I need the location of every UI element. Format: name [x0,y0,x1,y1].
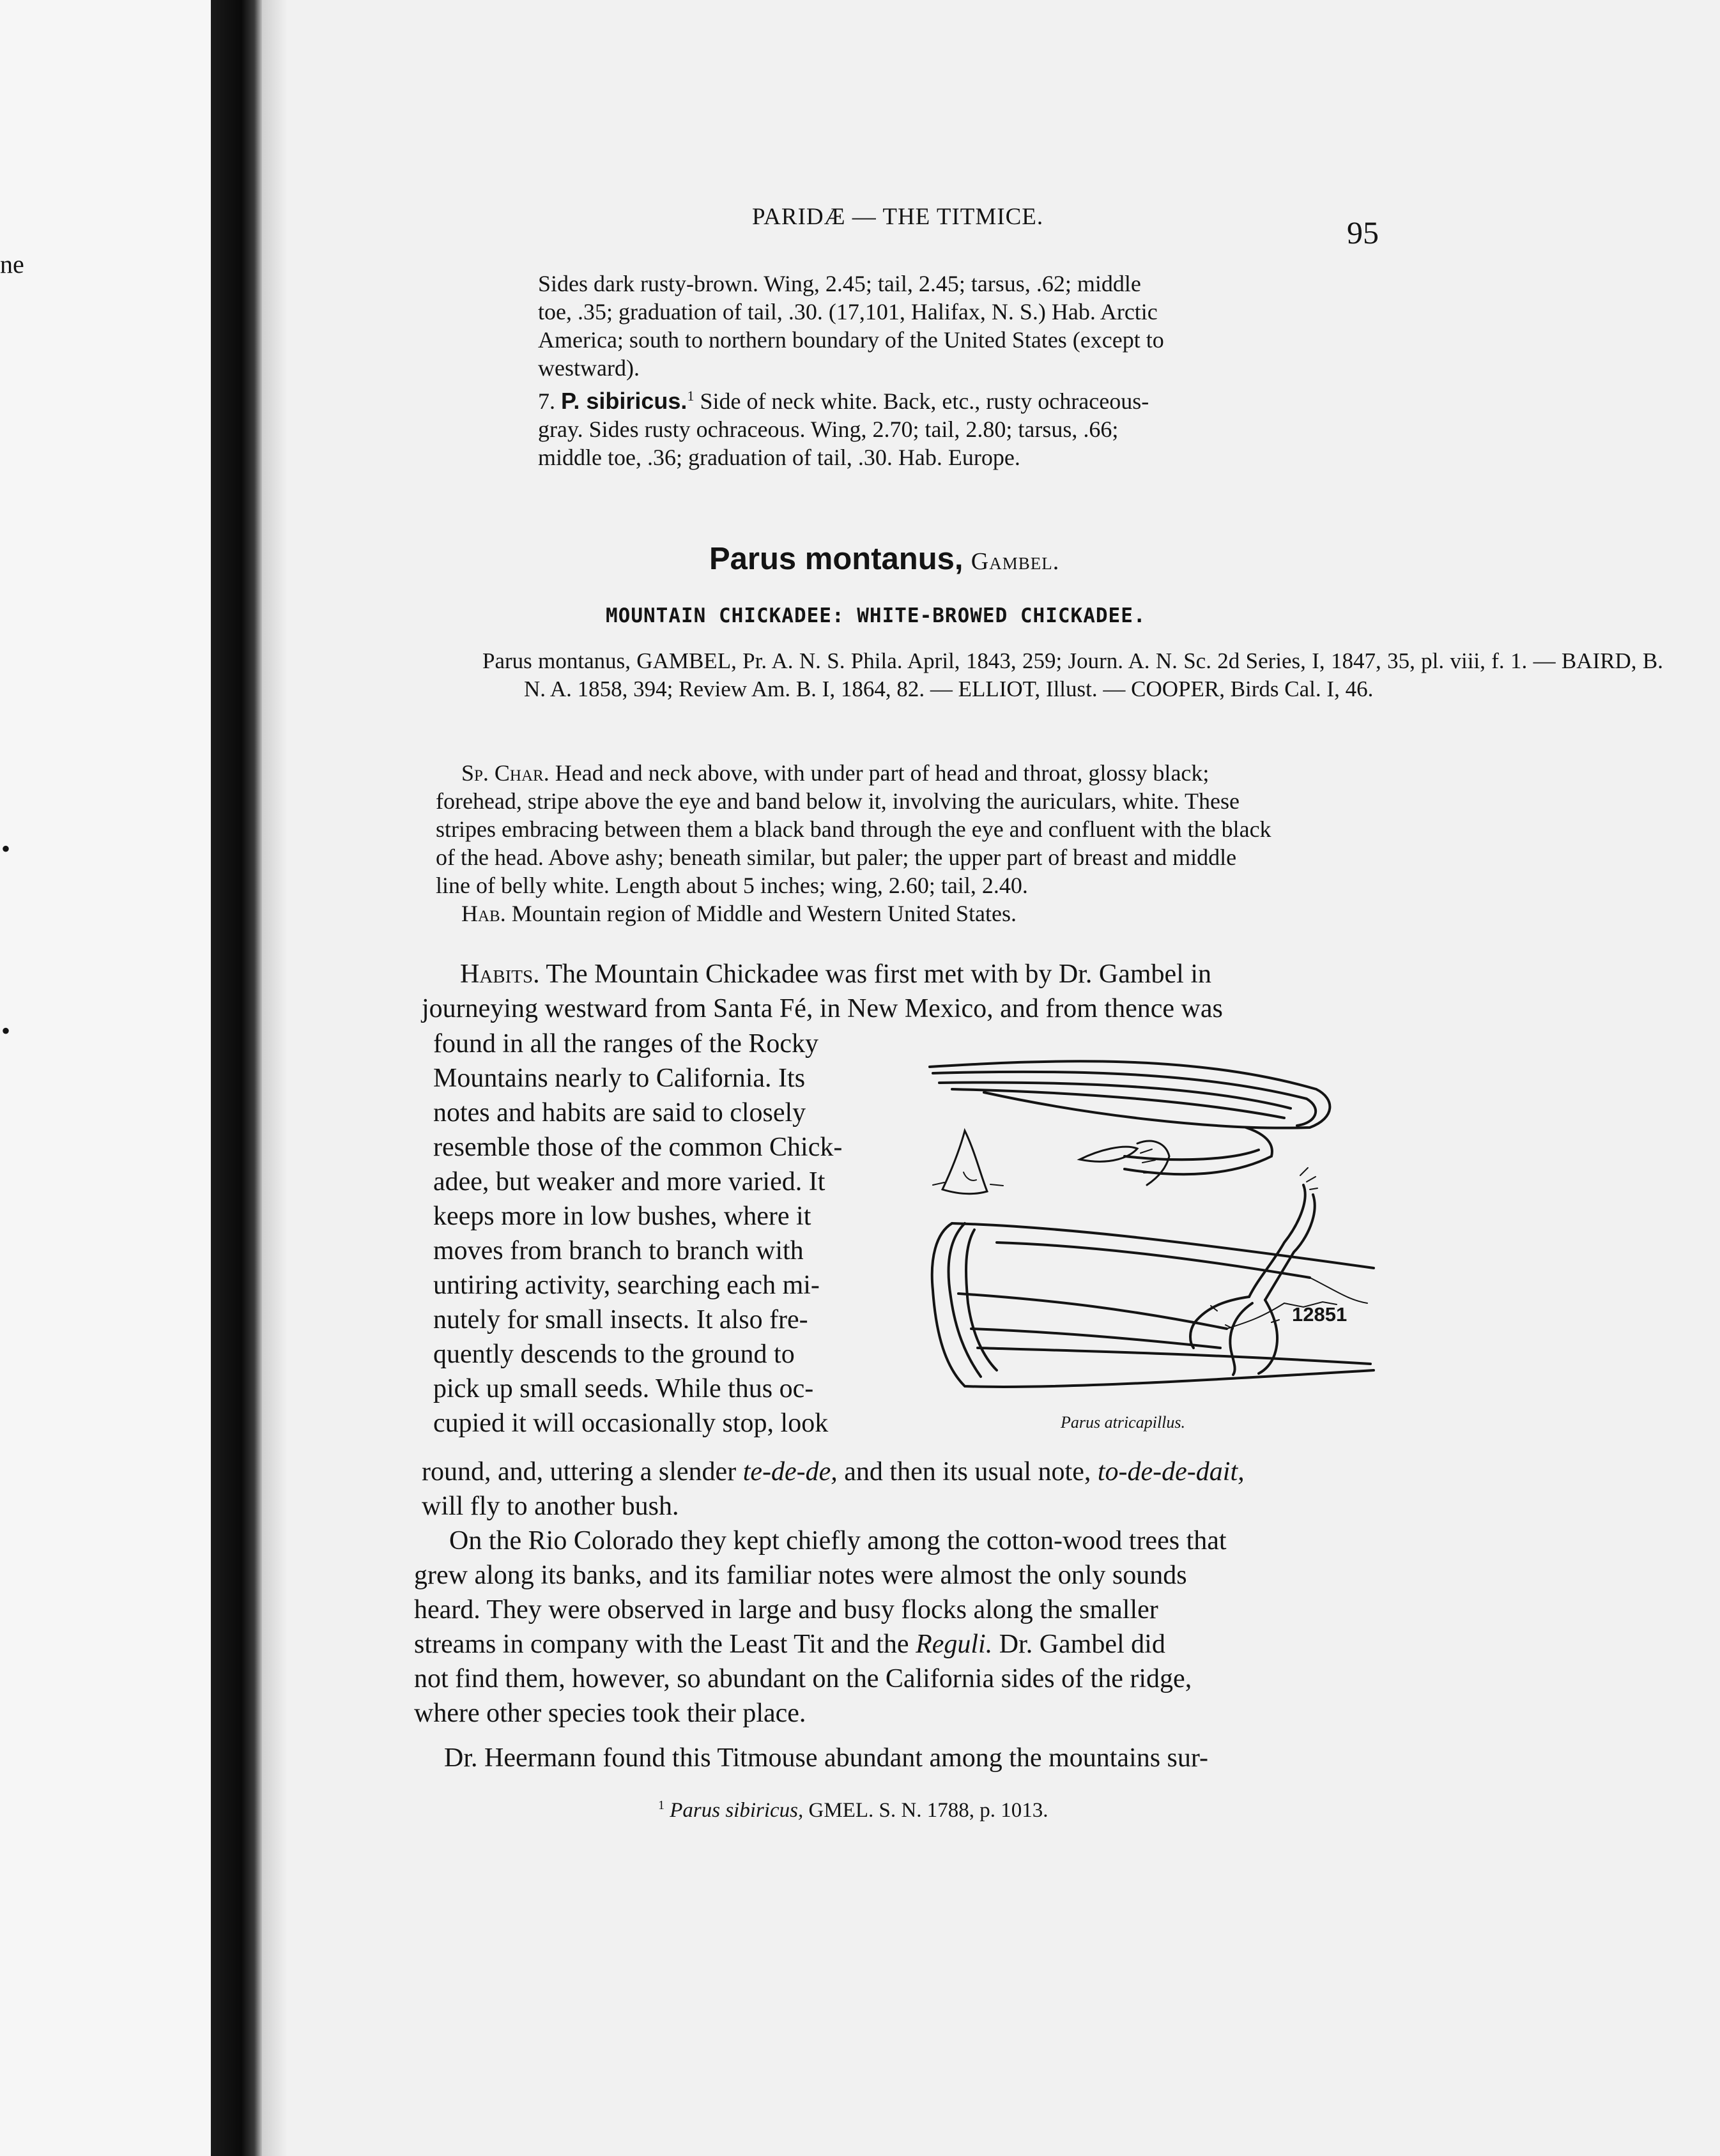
text-line: line of belly white. Length about 5 inches; wing, 2.60; tail, 2.40. [436,873,1028,898]
text-line: moves from branch to branch with [433,1236,804,1265]
text-line: will fly to another bush. [422,1492,679,1521]
left-page-fragment: ne [0,250,24,279]
entry-number: 7. [538,388,555,414]
text-line: On the Rio Colorado they kept chiefly among the cotton-wood trees that [449,1526,1227,1556]
text-line: toe, .35; graduation of tail, .30. (17,101, Halifax, N. S.) Hab. Arctic [538,299,1158,325]
text-line: found in all the ranges of the Rocky [433,1029,819,1059]
species-name: P. sibiricus. [561,388,687,414]
text-line: grew along its banks, and its familiar notes were almost the only sounds [414,1561,1187,1590]
text-line: not find them, however, so abundant on the California sides of the ridge, [414,1664,1192,1693]
running-head: PARIDÆ — THE TITMICE. [752,204,1044,230]
text-line: journeying westward from Santa Fé, in New Mexico, and from thence was [422,994,1223,1023]
text-line: quently descends to the ground to [433,1340,795,1369]
genus-name: Reguli. [916,1630,993,1659]
paragraph-rio-colorado [414,1524,1647,1731]
text-line: westward). [538,355,640,381]
text-line: Side of neck white. Back, etc., rusty ochraceous- [700,388,1149,414]
text-line: resemble those of the common Chick- [433,1133,843,1162]
call-note: te-de-de, [742,1457,838,1487]
sp-char-label: Sp. Char. [461,760,549,786]
habits-label: Habits. [460,959,540,989]
footnote-marker: 1 [687,388,695,404]
species-description [538,270,1568,471]
text-line: round, and, uttering a slender [422,1457,737,1487]
page-number: 95 [1347,215,1379,250]
hab-text: Mountain region of Middle and Western United States. [511,901,1017,926]
footnote [658,1798,1048,1823]
left-page-edge [0,0,211,2156]
text-line: stripes embracing between them a black band through the eye and confluent with the black [436,816,1271,842]
text-line: untiring activity, searching each mi- [433,1271,820,1300]
text-line: The Mountain Chickadee was first met with by Dr. Gambel in [546,959,1211,989]
habitat [436,899,1659,928]
text-line: Dr. Gambel did [999,1630,1165,1659]
text-line: keeps more in low bushes, where it [433,1202,811,1231]
synonymy-text: Parus montanus, GAMBEL, Pr. A. N. S. Phila. April, 1843, 259; Journ. A. N. Sc. 2d Series, I, 1847, 35, pl. viii, f. 1. — BAIRD, B. N. A. 1858, 394; Review Am. B. I, 1864, 82. — ELLIOT, Illust. — COOPER, Birds Cal. I, 46. [482,648,1663,701]
footnote-reference: GMEL. S. N. 1788, p. 1013. [808,1799,1048,1822]
text-line: pick up small seeds. While thus oc- [433,1374,814,1403]
text-line: where other species took their place. [414,1699,806,1728]
text-line: gray. Sides rusty ochraceous. Wing, 2.70; tail, 2.80; tarsus, .66; [538,417,1119,442]
species-title-author: Gambel. [971,548,1060,575]
hab-label: Hab. [461,901,506,926]
text-line: forehead, stripe above the eye and band below it, involving the auriculars, white. These [436,788,1240,814]
species-title [709,540,1059,577]
text-line: heard. They were observed in large and busy flocks along the smaller [414,1595,1158,1625]
paragraph-heermann: Dr. Heermann found this Titmouse abundant among the mountains sur- [444,1743,1209,1773]
specific-characters [436,759,1659,928]
text-line: America; south to northern boundary of the United States (except to [538,327,1164,353]
wing-tail-foot-illustration [926,1048,1381,1413]
habits-continued [422,1455,1655,1524]
habits-narrow-column [433,1027,893,1441]
text-line: and then its usual note, [844,1457,1091,1487]
synonymy [482,647,1663,703]
text-line: cupied it will occasionally stop, look [433,1409,829,1438]
habits-intro [422,957,1655,1026]
book-page [288,0,1720,2156]
species-entry-sibiricus [538,382,1568,415]
book-spine-shadow [211,0,262,2156]
text-line: Sides dark rusty-brown. Wing, 2.45; tail, 2.45; tarsus, .62; middle [538,271,1141,296]
spine-gradient [262,0,288,2156]
footnote-species: Parus sibiricus, [670,1799,804,1822]
text-line: adee, but weaker and more varied. It [433,1167,825,1197]
bird-anatomy-figure [926,1048,1381,1413]
left-page-fragment: • [1,834,11,863]
footnote-number: 1 [658,1798,664,1812]
text-line: notes and habits are said to closely [433,1098,806,1128]
text-line: nutely for small insects. It also fre- [433,1305,808,1334]
text-line: Mountains nearly to California. Its [433,1064,806,1093]
left-page-fragment: • [1,1016,11,1045]
figure-caption: Parus atricapillus. [1061,1413,1186,1432]
text-line: middle toe, .36; graduation of tail, .30. Hab. Europe. [538,445,1020,470]
call-note: to-de-de-dait, [1097,1457,1245,1487]
common-names: MOUNTAIN CHICKADEE: WHITE-BROWED CHICKADEE. [606,604,1146,627]
text-line: streams in company with the Least Tit and the [414,1630,909,1659]
figure-number: 12851 [1292,1303,1348,1326]
species-title-name: Parus montanus, [709,542,964,576]
text-line: Head and neck above, with under part of head and throat, glossy black; [555,760,1209,786]
text-line: of the head. Above ashy; beneath similar, but paler; the upper part of breast and middle [436,845,1237,870]
